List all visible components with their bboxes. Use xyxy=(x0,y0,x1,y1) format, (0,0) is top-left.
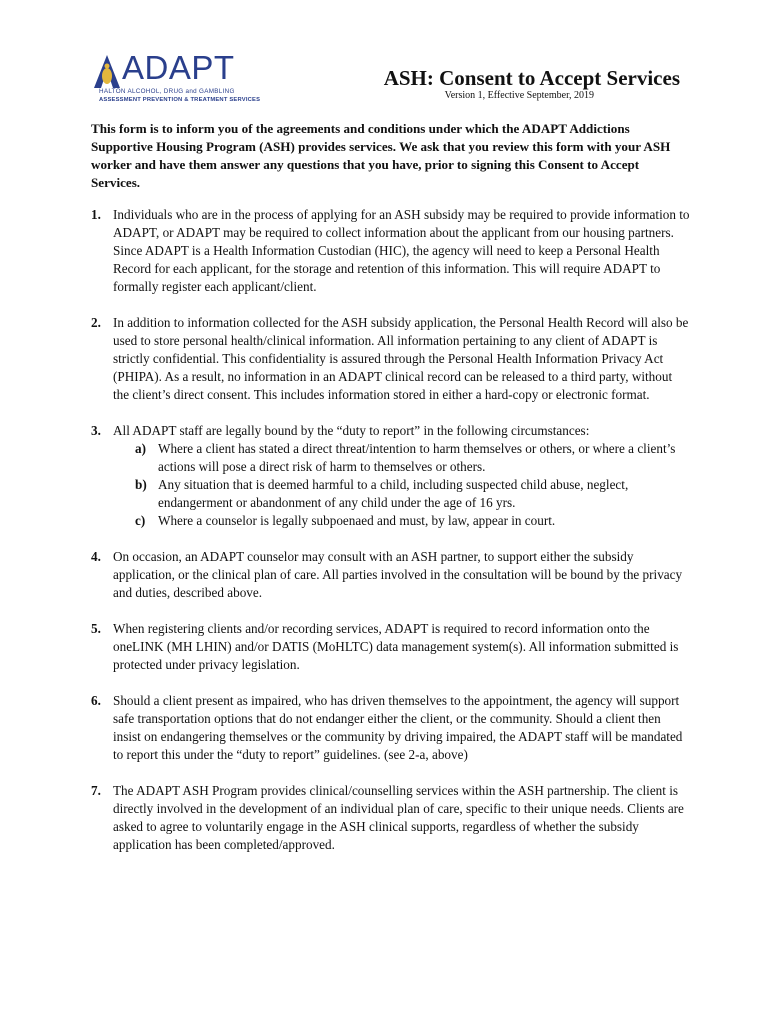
sub-item-letter: a) xyxy=(135,441,146,456)
term-item-5 xyxy=(91,620,691,674)
term-item-6 xyxy=(91,692,691,764)
sub-item-c xyxy=(113,512,691,530)
term-number: 6. xyxy=(91,693,101,708)
adapt-logo xyxy=(92,49,261,110)
term-text: On occasion, an ADAPT counselor may consult with an ASH partner, to support either the subsidy application, or the clinical plan of care. All parties involved in the consultation will be bound by the privacy and duties, described above. xyxy=(113,549,683,600)
sub-item-text: Where a counselor is legally subpoenaed and must, by law, appear in court. xyxy=(158,513,556,528)
term-number: 2. xyxy=(91,315,101,330)
sub-item-text: Where a client has stated a direct threat/intention to harm themselves or others, or where a client’s actions will pose a direct risk of harm to themselves or others. xyxy=(158,441,676,474)
term-sublist xyxy=(113,440,691,530)
term-number: 4. xyxy=(91,549,101,564)
term-number: 3. xyxy=(91,423,101,438)
logo-wordmark: ADAPT xyxy=(122,49,235,86)
term-item-1 xyxy=(91,206,691,296)
term-item-2 xyxy=(91,314,691,404)
sub-item-a xyxy=(113,440,691,476)
term-text: The ADAPT ASH Program provides clinical/counselling services within the ASH partnership. The client is directly involved in the development of an individual plan of care, specific to their unique needs. Clients are asked to agree to voluntarily engage in the ASH clinical supports, regardless of whether the subsidy application has been completed/approved. xyxy=(113,783,684,852)
term-item-4 xyxy=(91,548,691,602)
logo-subtitle-line2: ASSESSMENT PREVENTION & TREATMENT SERVICES xyxy=(99,97,261,103)
term-number: 5. xyxy=(91,621,101,636)
adapt-logo-icon xyxy=(92,54,122,90)
terms-list xyxy=(91,206,691,872)
version-line: Version 1, Effective September, 2019 xyxy=(444,90,594,101)
term-text: When registering clients and/or recording services, ADAPT is required to record information onto the oneLINK (MH LHIN) and/or DATIS (MoHLTC) data management system(s). All information submitted is protected under privacy legislation. xyxy=(113,621,679,672)
term-number: 7. xyxy=(91,783,101,798)
page-title: ASH: Consent to Accept Services xyxy=(383,66,680,90)
term-text: In addition to information collected for the ASH subsidy application, the Personal Health Record will also be used to store personal health/clinical information. All information pertaining to any client of ADAPT is strictly confidential. This confidentiality is assured through the Personal Health Information Privacy Act (PHIPA). As a result, no information in an ADAPT clinical record can be released to a third party, without the client’s direct consent. This includes information stored in either a hard-copy or electronic format. xyxy=(113,315,689,402)
term-item-7 xyxy=(91,782,691,854)
sub-item-letter: c) xyxy=(135,513,146,528)
sub-item-b xyxy=(113,476,691,512)
term-text: Individuals who are in the process of applying for an ASH subsidy may be required to provide information to ADAPT, or ADAPT may be required to collect information about the applicant from our housing partners. Since ADAPT is a Health Information Custodian (HIC), the agency will need to keep a Personal Health Record for each applicant, for the storage and retention of this information. This will require ADAPT to formally register each applicant/client. xyxy=(113,207,690,294)
term-item-3 xyxy=(91,422,691,530)
term-text: All ADAPT staff are legally bound by the “duty to report” in the following circumstances: xyxy=(113,423,590,438)
term-text: Should a client present as impaired, who has driven themselves to the appointment, the agency will support safe transportation options that do not endanger either the client, or the community. Should a client then insist on endangering themselves or the community by driving impaired, the ADAPT staff will be mandated to report this under the “duty to report” guidelines. (see 2-a, above) xyxy=(113,693,683,762)
sub-item-text: Any situation that is deemed harmful to a child, including suspected child abuse, neglect, endangerment or abandonment of any child under the age of 16 yrs. xyxy=(158,477,629,510)
term-number: 1. xyxy=(91,207,101,222)
logo-subtitle-line1: HALTON ALCOHOL, DRUG and GAMBLING xyxy=(99,88,235,95)
sub-item-letter: b) xyxy=(135,477,147,492)
intro-paragraph: This form is to inform you of the agreements and conditions under which the ADAPT Addictions Supportive Housing Program (ASH) provides services. We ask that you review this form with your ASH worker and have them answer any questions that you have, prior to signing this Consent to Accept Services. xyxy=(91,121,671,190)
